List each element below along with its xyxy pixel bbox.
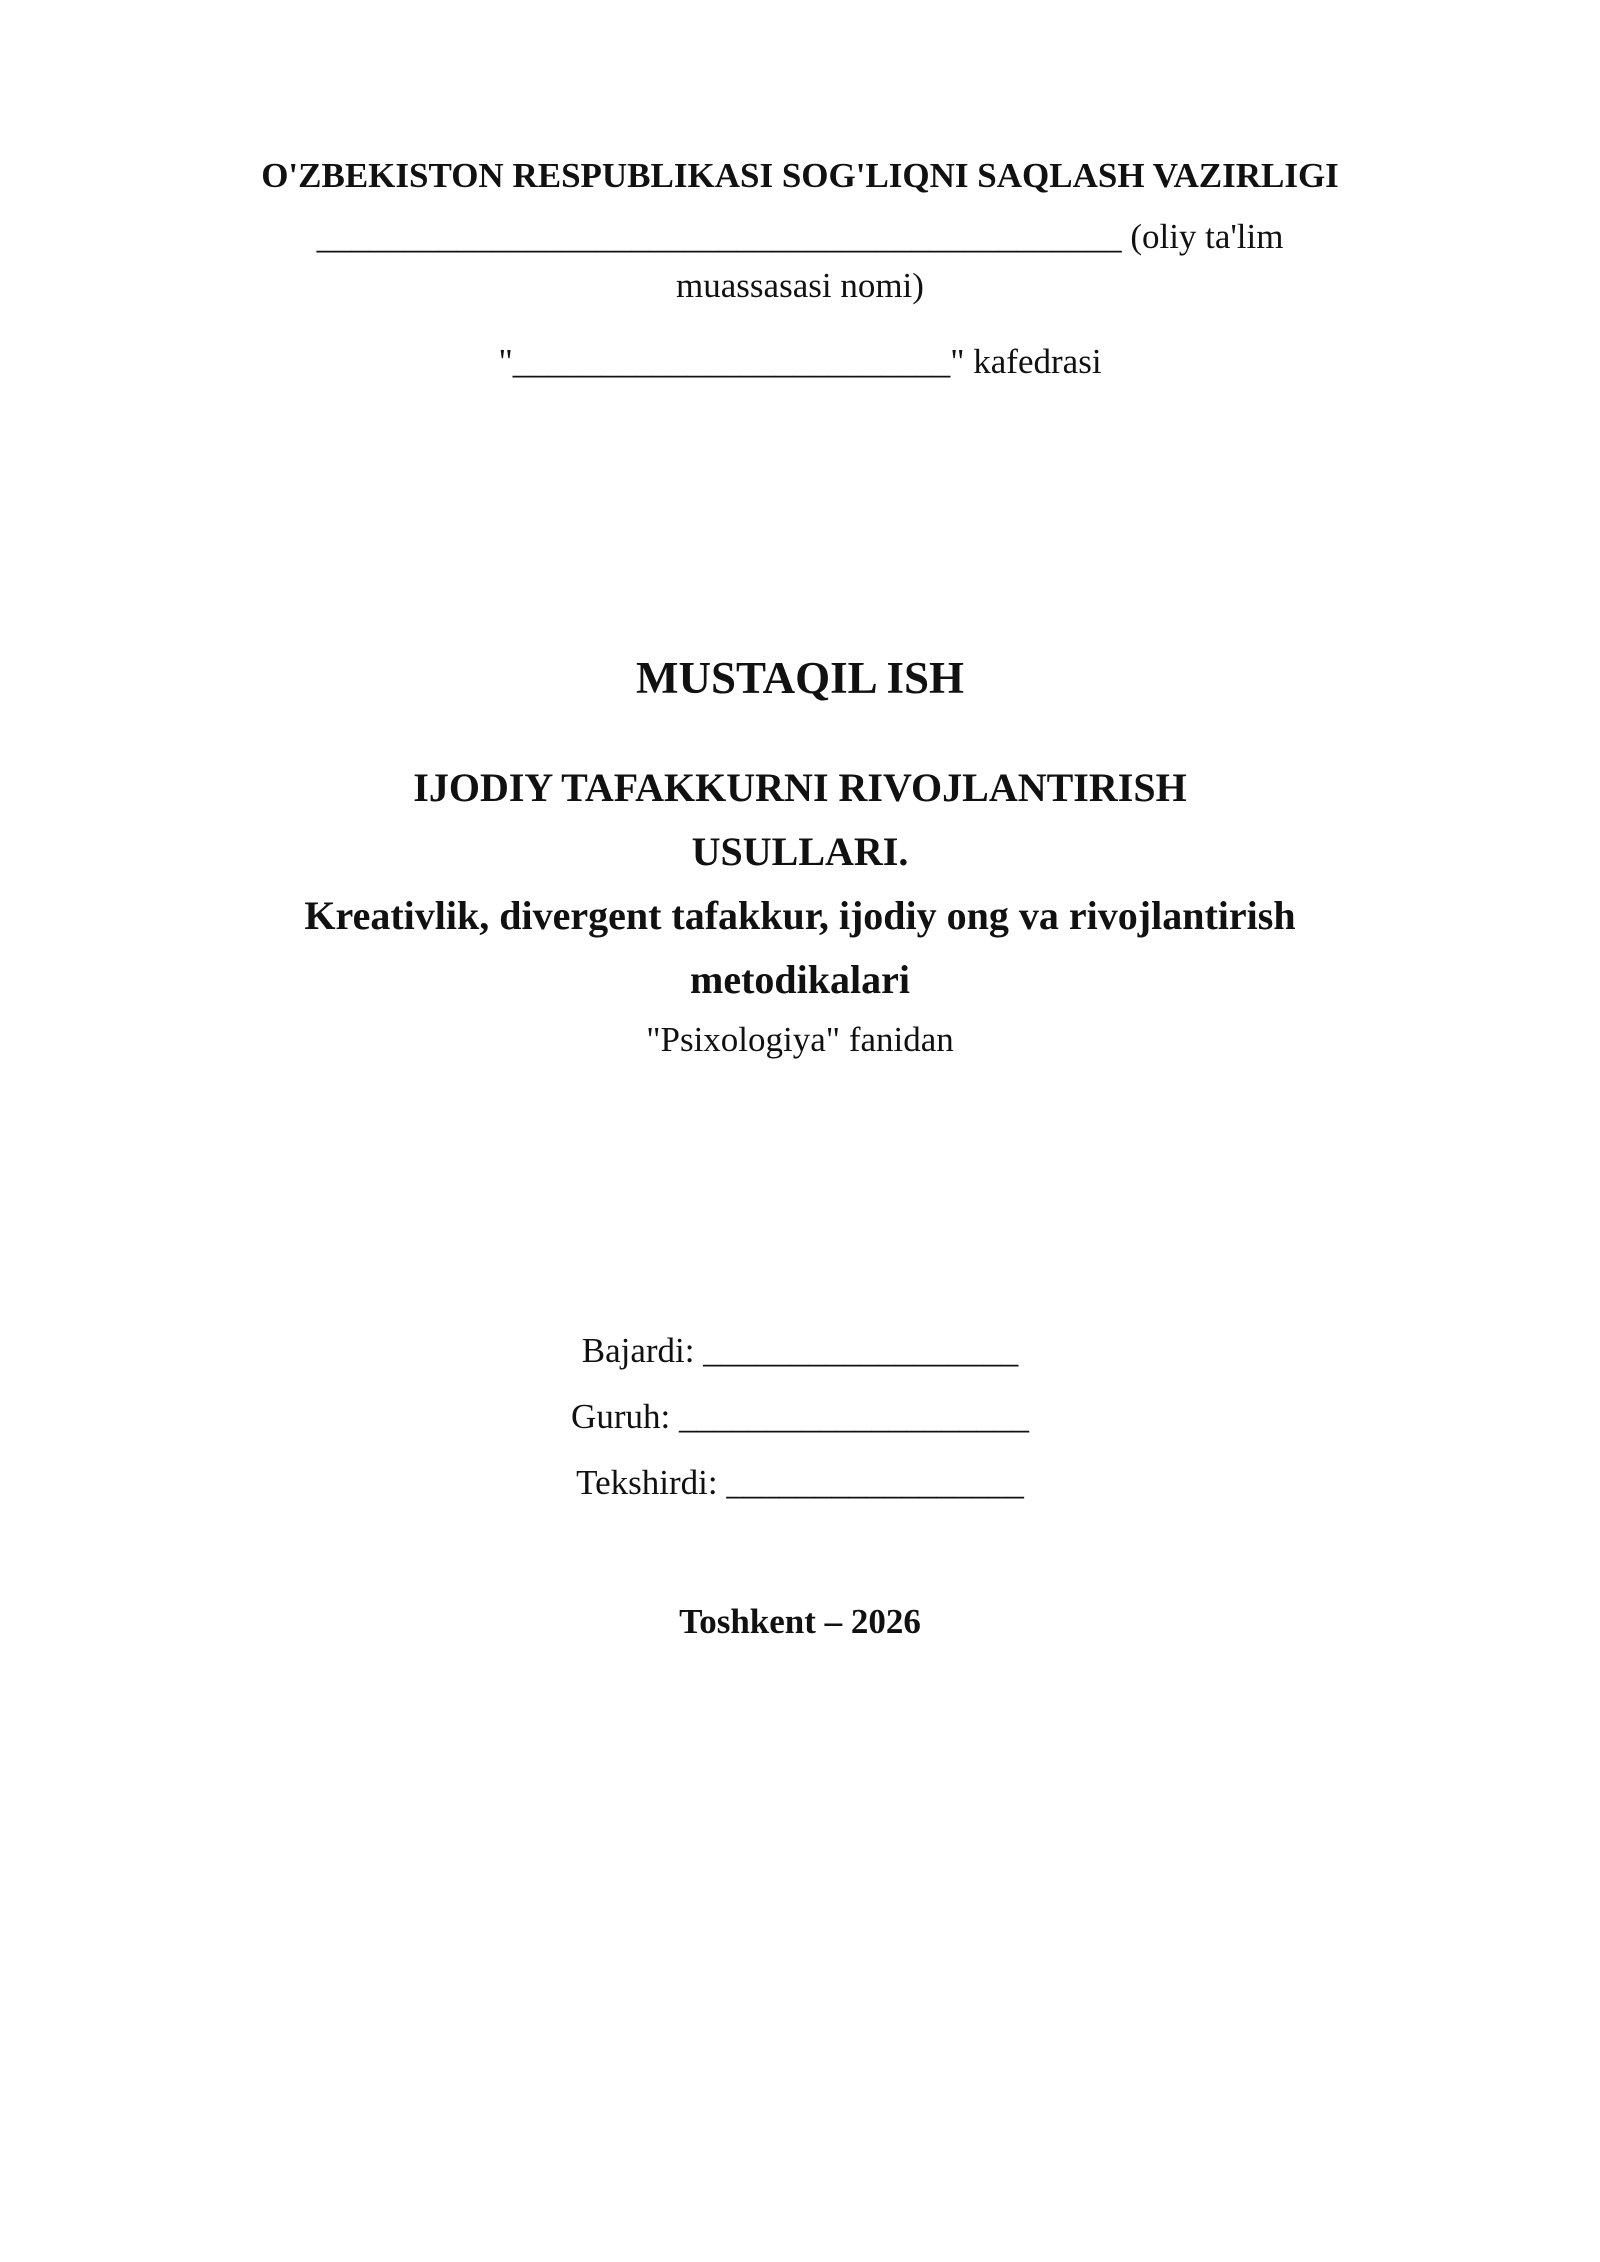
work-type-title: MUSTAQIL ISH [635,653,964,703]
subject-name: "Psixologiya" fanidan [646,1020,954,1059]
city-year: Toshkent – 2026 [679,1602,921,1641]
topic-title [300,756,1300,1012]
department-name: "_________________________" kafedrasi [498,342,1102,381]
ministry-name: O'ZBEKISTON RESPUBLIKASI SOG'LIQNI SAQLASH VAZIRLIGI [261,156,1339,195]
institution-name-line-1: ______________________________________________ (oliy ta'lim [316,217,1284,256]
group-field: Guruh: ____________________ [571,1397,1029,1436]
performed-by-field: Bajardi: __________________ [581,1331,1019,1370]
topic-title-line-3: metodikalari [690,957,910,1002]
topic-title-line-1: IJODIY TAFAKKURNI RIVOJLANTIRISH USULLARI. [413,765,1187,874]
topic-title-line-2: Kreativlik, divergent tafakkur, ijodiy ong va rivojlantirish [304,893,1296,938]
institution-name-line-2: muassasasi nomi) [676,266,924,305]
checked-by-field: Tekshirdi: _________________ [576,1463,1024,1502]
signature-block [0,1318,1600,1516]
